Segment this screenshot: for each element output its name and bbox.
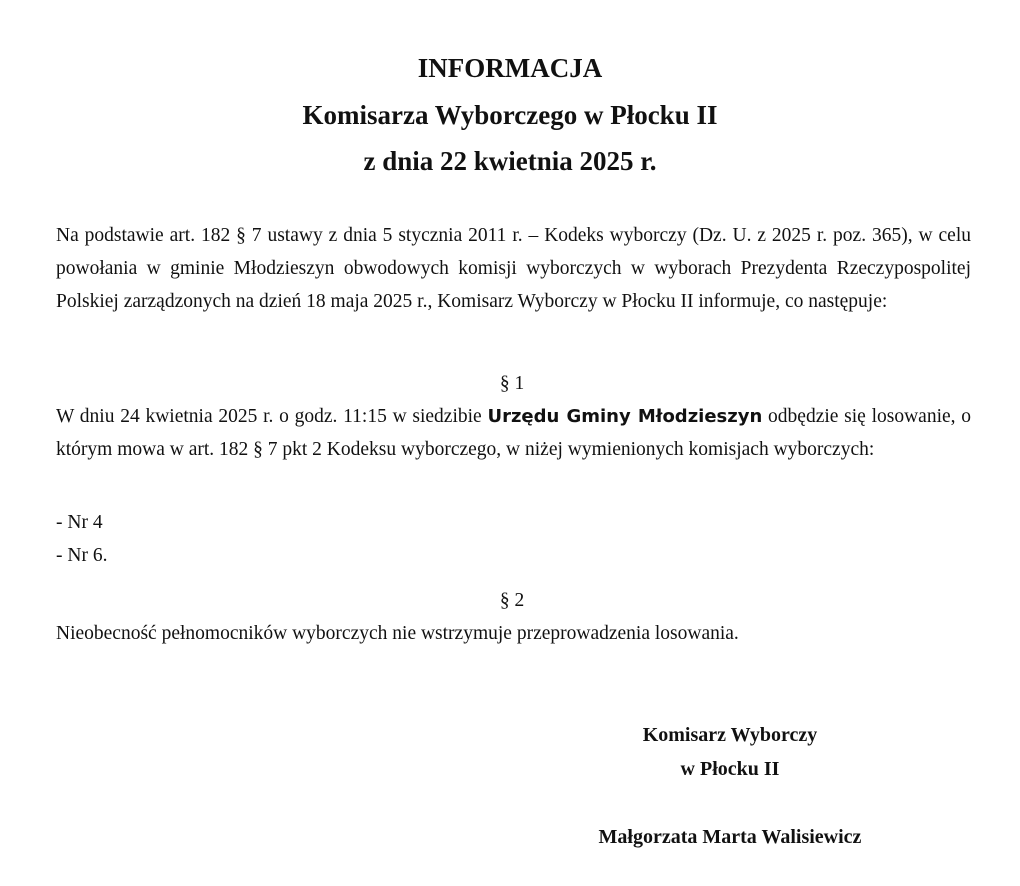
commission-list	[56, 506, 107, 572]
signature-name: Małgorzata Marta Walisiewicz	[598, 826, 862, 848]
list-item: - Nr 4	[56, 512, 103, 533]
intro-paragraph: Na podstawie art. 182 § 7 ustawy z dnia 5 stycznia 2011 r. – Kodeks wyborczy (Dz. U. z 2025 r. poz. 365), w celu powołania w gminie Młodzieszyn obwodowych komisji wyborczych w wyborach Prezydenta Rzeczypospolitej Polskiej zarządzonych na dzień 18 maja 2025 r., Komisarz Wyborczy w Płocku II informuje, co następuje:	[56, 225, 971, 312]
section-2-paragraph: Nieobecność pełnomocników wyborczych nie wstrzymuje przeprowadzenia losowania.	[56, 623, 739, 644]
section-1-mark: § 1	[499, 373, 525, 394]
signature-location: w Płocku II	[680, 758, 780, 780]
section-1-paragraph	[56, 400, 971, 466]
list-item: - Nr 6.	[56, 545, 108, 566]
section-2-mark: § 2	[499, 590, 525, 611]
document-date: z dnia 22 kwietnia 2025 r.	[363, 146, 657, 176]
section-1-text-after: odbędzie się losowanie, o którym mowa w art. 182 § 7 pkt 2 Kodeksu wyborczego, w niżej wymienionych komisjach wyborczych:	[56, 406, 972, 460]
section-1-text-before: W dniu 24 kwietnia 2025 r. o godz. 11:15 w siedzibie	[56, 406, 488, 427]
office-name: Urzędu Gminy Młodzieszyn	[487, 406, 763, 427]
document-issuer: Komisarza Wyborczego w Płocku II	[302, 100, 718, 130]
document-title: INFORMACJA	[417, 53, 603, 83]
signature-title: Komisarz Wyborczy	[642, 724, 818, 746]
